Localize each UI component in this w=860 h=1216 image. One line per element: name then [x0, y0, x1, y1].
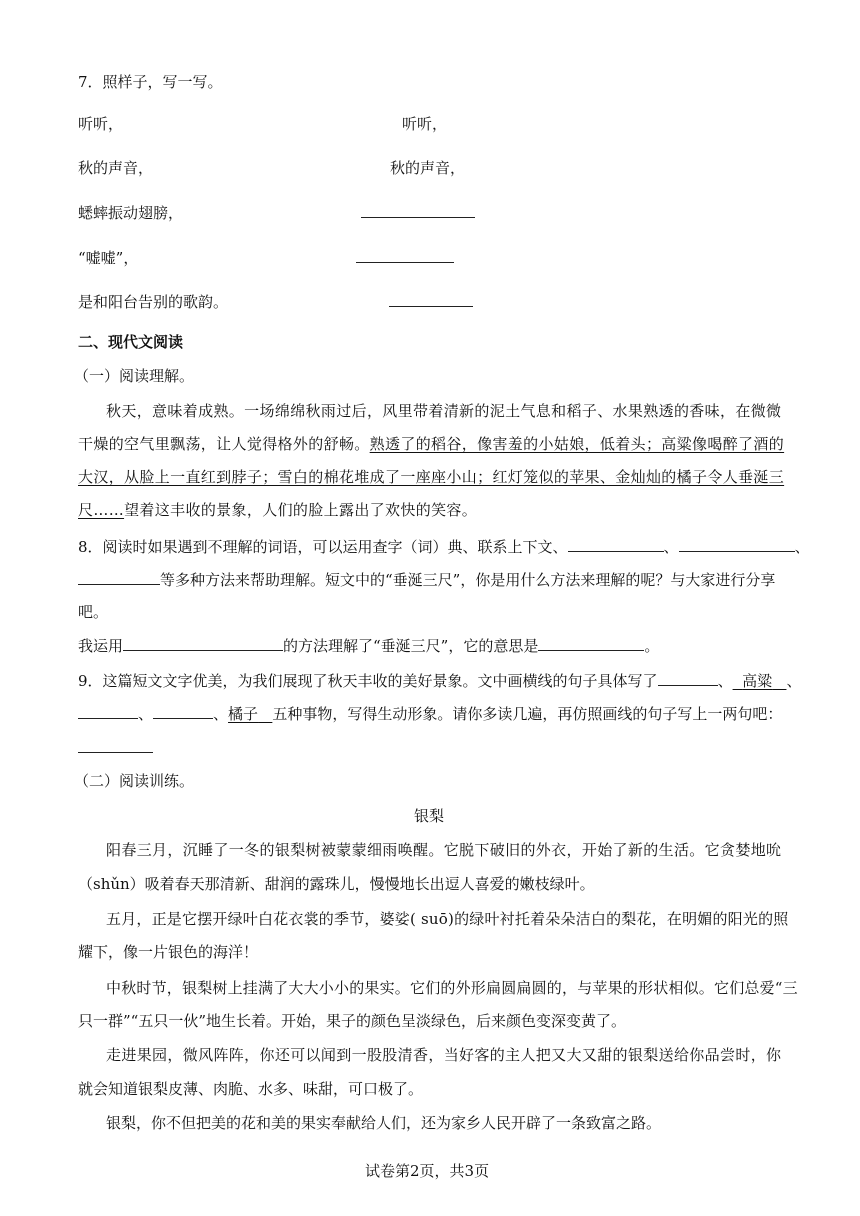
passage2-p4-line-1: 走进果园，微风阵阵，你还可以闻到一股股清香，当好客的主人把又大又甜的银梨送给你品尝时，你 [106, 1046, 782, 1064]
q7-left-line-2: 秋的声音， [78, 159, 154, 177]
passage2-p2-line-1: 五月，正是它摆开绿叶白花衣裳的季节，婆娑( suō)的绿叶衬托着朵朵洁白的梨花，在明媚的阳光的照 [106, 910, 789, 928]
q7-left-line-1: 听听， [78, 115, 124, 133]
passage1-line-2 [78, 434, 784, 454]
q9-sep-4: 、 [213, 705, 229, 723]
q8-prompt: 8．阅读时如果遇到不理解的词语，可以运用查字（词）典、联系上下文、 [78, 538, 568, 556]
q8-method-blank[interactable] [123, 636, 283, 651]
q8-meaning-blank[interactable] [538, 636, 644, 651]
q9-sep-3: 、 [138, 705, 154, 723]
q7-title: 7．照样子，写一写。 [78, 73, 223, 91]
page-footer: 试卷第2页，共3页 [365, 1162, 490, 1180]
q8-blank-1[interactable] [568, 537, 664, 552]
q8-sep-end: 、 [794, 538, 810, 556]
q9-line-2 [78, 704, 782, 724]
passage2-p3-line-2: 只一群”“五只一伙”地生长着。开始，果子的颜色呈淡绿色，后来颜色变深变黄了。 [78, 1012, 627, 1030]
q9-juzi-text: 橘子 [228, 705, 259, 723]
q8-sep: 、 [663, 538, 679, 556]
passage2-p1-line-1: 阳春三月，沉睡了一冬的银梨树被蒙蒙细雨唤醒。它脱下破旧的外衣，开始了新的生活。它贪婪地吮 [106, 841, 782, 859]
underlined-sentence-part-3: 尺…… [78, 501, 125, 519]
q7-right-line-2: 秋的声音， [390, 159, 466, 177]
q8-answer-middle: 的方法理解了“垂涎三尺”，它的意思是 [283, 637, 539, 655]
q9-prompt: 9．这篇短文文字优美，为我们展现了秋天丰收的美好景象。文中画横线的句子具体写了 [78, 672, 658, 690]
q9-answer-gaoliang [733, 672, 787, 690]
passage2-p3-line-1: 中秋时节，银梨树上挂满了大大小小的果实。它们的外形扁圆扁圆的，与苹果的形状相似。它们总爱“三 [106, 979, 798, 997]
q7-answer-blank-2[interactable] [356, 248, 454, 268]
q8-line-2-text: 等多种方法来帮助理解。短文中的“垂涎三尺”，你是用什么方法来理解的呢？与大家进行分享 [160, 571, 776, 589]
q7-left-line-4: “嘘嘘”， [78, 249, 139, 267]
passage1-line-4-text: 望着这丰收的景象，人们的脸上露出了欢快的笑容。 [124, 501, 478, 519]
q9-blank-1[interactable] [658, 671, 718, 686]
passage1-line-4 [78, 500, 477, 520]
q8-answer-prefix: 我运用 [78, 637, 124, 655]
q7-left-line-3: 蟋蟀振动翅膀， [78, 204, 184, 222]
q9-gaoliang-text: 高粱 [742, 672, 773, 690]
section-heading: 二、现代文阅读 [78, 333, 184, 351]
passage1-line-2-text: 干燥的空气里飘荡，让人觉得格外的舒畅。 [78, 435, 370, 453]
q8-line-3: 吧。 [78, 603, 109, 621]
passage2-p1-line-2: （shǔn）吸着春天那清新、甜润的露珠儿，慢慢地长出逗人喜爱的嫩枝绿叶。 [78, 875, 595, 893]
passage1-line-1: 秋天，意味着成熟。一场绵绵秋雨过后，风里带着清新的泥土气息和稻子、水果熟透的香味，在微微 [106, 402, 782, 420]
q8-line-2 [78, 570, 775, 590]
q8-answer-line [78, 636, 659, 656]
q7-answer-blank-3[interactable] [389, 292, 473, 312]
q9-blank-3[interactable] [153, 704, 213, 719]
underlined-sentence-part-1: 熟透了的稻谷，像害羞的小姑娘，低着头；高粱像喝醉了酒的 [369, 435, 785, 453]
q8-answer-end: 。 [644, 637, 660, 655]
underlined-sentence-part-2: 大汉，从脸上一直红到脖子；雪白的棉花堆成了一座座小山；红灯笼似的苹果、金灿灿的橘子令人垂涎三 [78, 468, 785, 486]
passage2-title: 银梨 [414, 807, 445, 825]
q8-line-1 [78, 537, 810, 557]
q8-blank-3[interactable] [78, 570, 160, 585]
q8-blank-2[interactable] [679, 537, 795, 552]
q9-answer-juzi [228, 705, 272, 723]
q9-sep-1: 、 [717, 672, 733, 690]
q9-sep-2: 、 [786, 672, 802, 690]
q9-line-2-text: 五种事物，写得生动形象。请你多读几遍，再仿照画线的句子写上一两句吧： [272, 705, 783, 723]
part1-heading: （一）阅读理解。 [74, 367, 195, 385]
part2-heading: （二）阅读训练。 [74, 772, 195, 790]
passage2-p4-line-2: 就会知道银梨皮薄、肉脆、水多、味甜，可口极了。 [78, 1080, 424, 1098]
q7-answer-blank-1[interactable] [361, 203, 475, 223]
q9-answer-blank[interactable] [78, 738, 153, 758]
q9-line-1 [78, 671, 801, 691]
q7-right-line-1: 听听， [402, 115, 448, 133]
q7-left-line-5: 是和阳台告别的歌韵。 [78, 293, 229, 311]
passage2-p2-line-2: 耀下，像一片银色的海洋！ [78, 943, 259, 961]
passage2-p5: 银梨，你不但把美的花和美的果实奉献给人们，还为家乡人民开辟了一条致富之路。 [106, 1114, 662, 1132]
q9-blank-2[interactable] [78, 704, 138, 719]
